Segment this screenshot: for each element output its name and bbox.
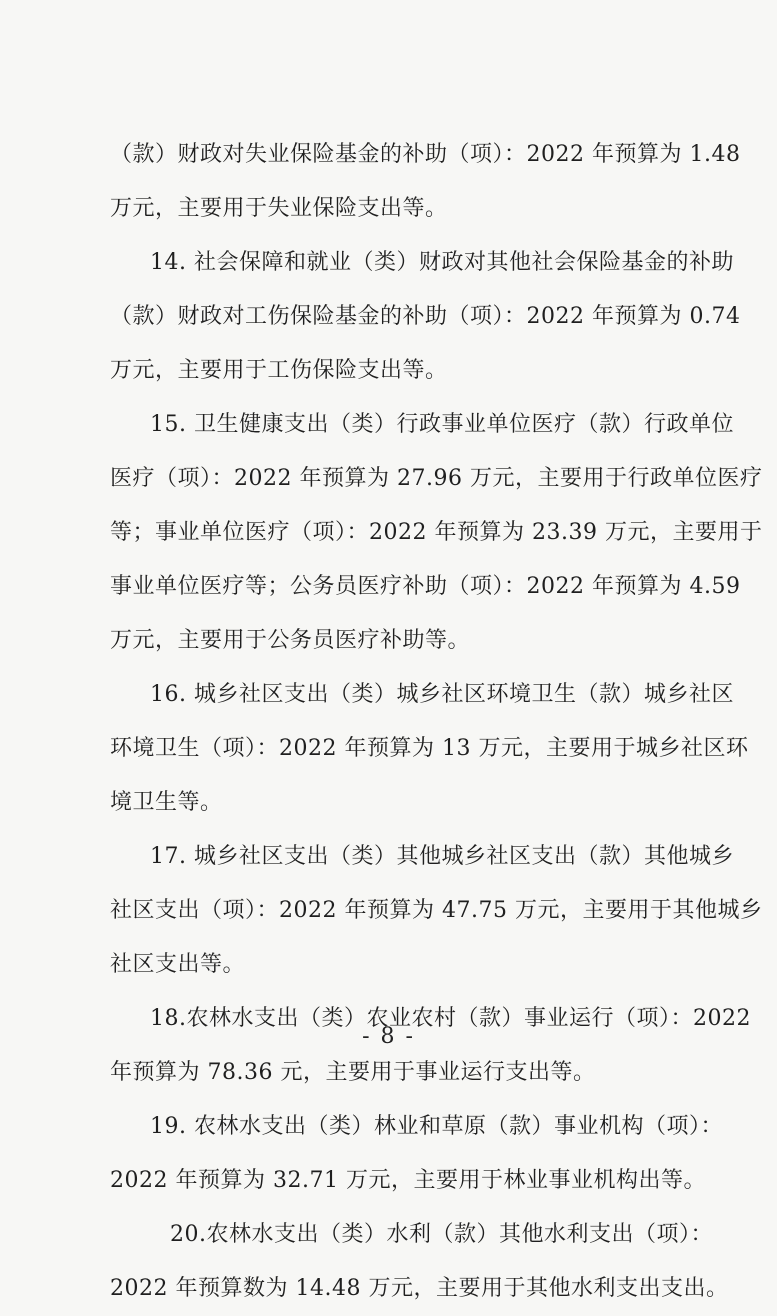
paragraph-start-line: 18.农林水支出（类）农业农村（款）事业运行（项）：2022 <box>150 1006 751 1031</box>
text-line: 境卫生等。 <box>110 790 223 815</box>
text-line: 医疗（项）：2022 年预算为 27.96 万元，主要用于行政单位医疗 <box>110 466 763 491</box>
text-line: 事业单位医疗等；公务员医疗补助（项）：2022 年预算为 4.59 <box>110 574 741 599</box>
text-line: 万元，主要用于失业保险支出等。 <box>110 196 448 221</box>
page-number: - 8 - <box>362 1024 415 1049</box>
text-line: 年预算为 78.36 元，主要用于事业运行支出等。 <box>110 1060 596 1085</box>
text-line: 环境卫生（项）：2022 年预算为 13 万元，主要用于城乡社区环 <box>110 736 749 761</box>
text-line: 社区支出等。 <box>110 952 246 977</box>
body-text <box>110 128 763 1316</box>
paragraph-start-line: 14. 社会保障和就业（类）财政对其他社会保险基金的补助 <box>150 250 734 275</box>
text-line: 2022 年预算数为 14.48 万元，主要用于其他水利支出支出。 <box>110 1276 729 1301</box>
paragraph-start-line: 20.农林水支出（类）水利（款）其他水利支出（项）： <box>170 1222 713 1247</box>
text-line: 社区支出（项）：2022 年预算为 47.75 万元，主要用于其他城乡 <box>110 898 763 923</box>
paragraph-start-line: 16. 城乡社区支出（类）城乡社区环境卫生（款）城乡社区 <box>150 682 734 707</box>
paragraph-start-line: 19. 农林水支出（类）林业和草原（款）事业机构（项）： <box>150 1114 723 1139</box>
text-line: 等；事业单位医疗（项）：2022 年预算为 23.39 万元，主要用于 <box>110 520 763 545</box>
text-line: （款）财政对失业保险基金的补助（项）：2022 年预算为 1.48 <box>110 142 741 167</box>
text-line: 万元，主要用于工伤保险支出等。 <box>110 358 448 383</box>
text-line: 万元，主要用于公务员医疗补助等。 <box>110 628 471 653</box>
paragraph-start-line: 15. 卫生健康支出（类）行政事业单位医疗（款）行政单位 <box>150 412 734 437</box>
paragraph-start-line: 17. 城乡社区支出（类）其他城乡社区支出（款）其他城乡 <box>150 844 734 869</box>
text-line: 2022 年预算为 32.71 万元，主要用于林业事业机构出等。 <box>110 1168 706 1193</box>
text-line: （款）财政对工伤保险基金的补助（项）：2022 年预算为 0.74 <box>110 304 741 329</box>
